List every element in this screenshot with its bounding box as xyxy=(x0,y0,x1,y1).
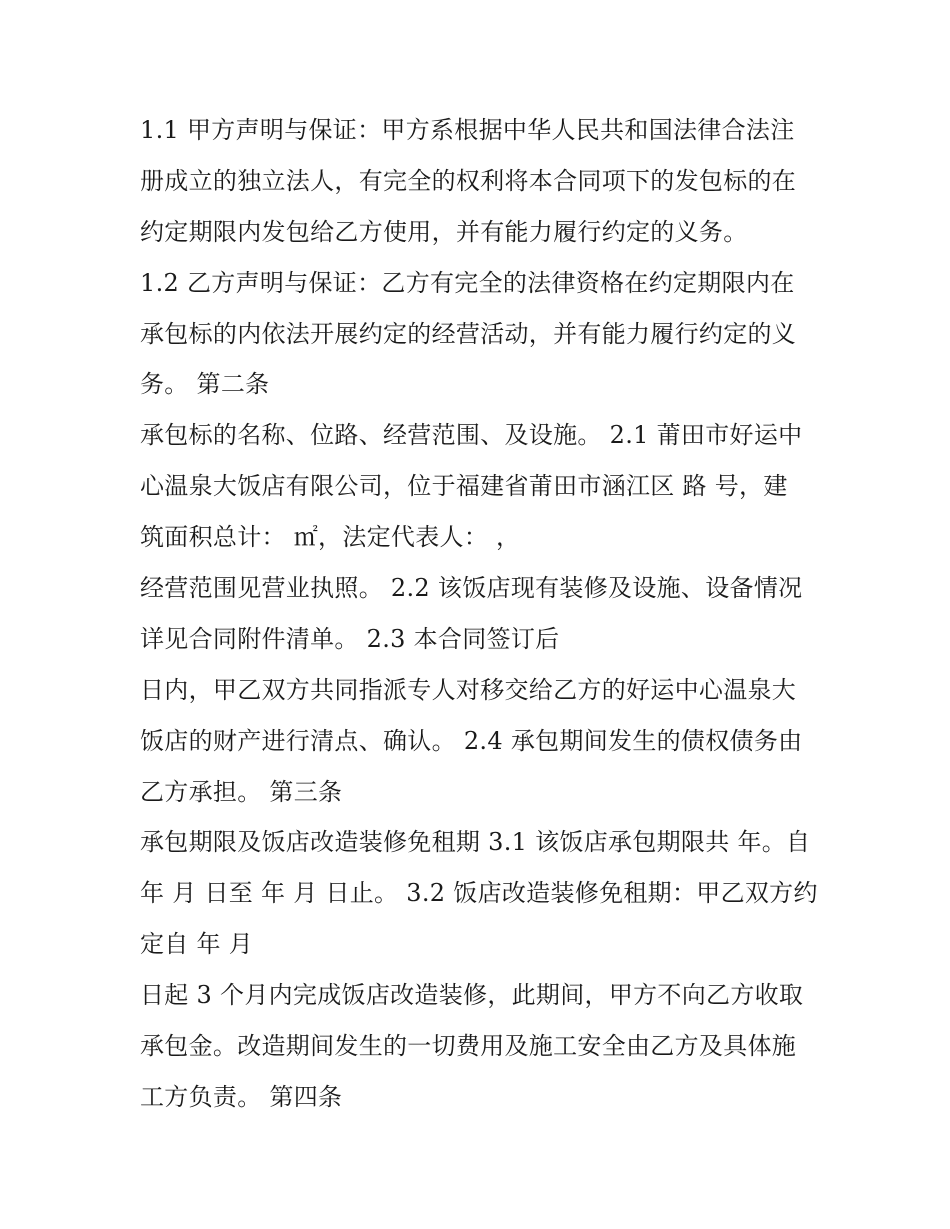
text-line: 定自 年 月 xyxy=(140,930,254,959)
text-line: 册成立的独立法人，有完全的权利将本合同项下的发包标的在 xyxy=(140,166,797,195)
text-line: 承包期限及饭店改造装修免租期 3.1 该饭店承包期限共 年。自 xyxy=(140,828,811,857)
text-line: 年 月 日至 年 月 日止。 3.2 饭店改造装修免租期：甲乙双方约 xyxy=(140,879,818,908)
text-line: 务。 第二条 xyxy=(140,370,270,399)
document-body xyxy=(140,112,820,1130)
text-line: 饭店的财产进行清点、确认。 2.4 承包期间发生的债权债务由 xyxy=(140,726,803,755)
text-line: 乙方承担。 第三条 xyxy=(140,777,343,806)
text-line: 承包标的名称、位路、经营范围、及设施。 2.1 莆田市好运中 xyxy=(140,421,803,450)
text-line: 1.1 甲方声明与保证：甲方系根据中华人民共和国法律合法注 xyxy=(140,116,795,144)
text-line: 详见合同附件清单。 2.3 本合同签订后 xyxy=(140,624,560,653)
text-line: 1.2 乙方声明与保证：乙方有完全的法律资格在约定期限内在 xyxy=(140,268,795,297)
text-line: 心温泉大饭店有限公司，位于福建省莆田市涵江区 路 号，建 xyxy=(140,472,788,501)
text-line: 工方负责。 第四条 xyxy=(140,1082,343,1111)
text-line: 经营范围见营业执照。 2.2 该饭店现有装修及设施、设备情况 xyxy=(140,574,803,603)
text-line: 日内，甲乙双方共同指派专人对移交给乙方的好运中心温泉大 xyxy=(140,675,797,704)
text-line: 承包标的内依法开展约定的经营活动，并有能力履行约定的义 xyxy=(140,319,797,348)
text-line: 筑面积总计： ㎡，法定代表人： ， xyxy=(140,523,521,552)
text-line: 约定期限内发包给乙方使用，并有能力履行约定的义务。 xyxy=(140,217,748,246)
text-line: 承包金。改造期间发生的一切费用及施工安全由乙方及具体施 xyxy=(140,1032,797,1061)
text-line: 日起 3 个月内完成饭店改造装修，此期间，甲方不向乙方收取 xyxy=(140,981,804,1010)
